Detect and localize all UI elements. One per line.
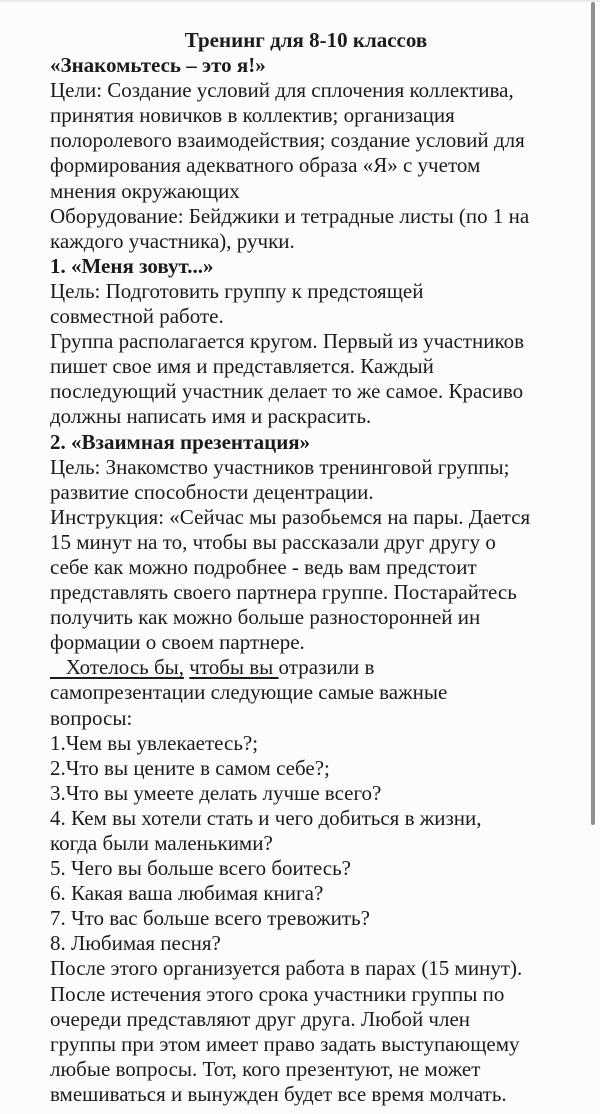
text-span: очереди представляют друг друга. Любой член	[50, 1006, 471, 1031]
text-line	[50, 956, 562, 981]
text-line	[50, 806, 562, 831]
text-line	[50, 480, 562, 505]
text-span: 2. «Взаимная презентация»	[50, 429, 311, 454]
text-span: полоролевого взаимодействия; создание условий для	[50, 128, 525, 153]
scrollbar-thumb[interactable]	[591, 2, 595, 825]
text-span: получить как можно больше разносторонней ин	[50, 605, 481, 630]
text-line	[50, 28, 562, 53]
text-line	[50, 680, 562, 705]
text-span: пишет свое имя и представляется. Каждый	[50, 354, 434, 379]
text-line	[50, 53, 562, 78]
text-line	[50, 254, 562, 279]
text-span: После этого организуется работа в парах (15 минут).	[50, 956, 523, 981]
text-span: себе как можно подробнее - ведь вам предстоит	[50, 554, 477, 579]
text-span: отразили в	[278, 655, 375, 680]
text-line	[50, 655, 562, 680]
text-line	[50, 630, 562, 655]
document-body	[50, 28, 562, 1107]
text-span: Цели: Создание условий для сплочения коллектива,	[50, 78, 514, 103]
text-line	[50, 1057, 562, 1082]
text-span: любые вопросы. Тот, кого презентуют, не может	[50, 1056, 481, 1081]
text-span: Оборудование: Бейджики и тетрадные листы (по 1 на	[50, 203, 530, 228]
text-line	[50, 304, 562, 329]
text-line	[50, 881, 562, 906]
text-line	[50, 1007, 562, 1032]
text-line	[50, 706, 562, 731]
text-line	[50, 982, 562, 1007]
text-line	[50, 781, 562, 806]
text-line	[50, 505, 562, 530]
text-line	[50, 78, 562, 103]
text-line	[50, 329, 562, 354]
text-span: 1. «Меня зовут...»	[50, 253, 214, 278]
text-span: последующий участник делает то же самое. Красиво	[50, 379, 524, 404]
text-line	[50, 404, 562, 429]
text-line	[50, 856, 562, 881]
text-line	[50, 555, 562, 580]
underlined-text: чтобы вы	[189, 655, 279, 680]
text-line	[50, 1032, 562, 1057]
text-span: должны написать имя и раскрасить.	[50, 404, 372, 429]
underlined-text: Хотелось бы,	[50, 655, 185, 680]
text-span: группы при этом имеет право задать выступающему	[50, 1031, 520, 1056]
text-line	[50, 103, 562, 128]
text-span: 1.Чем вы увлекаетесь?;	[50, 730, 259, 755]
text-span: Цель: Подготовить группу к предстоящей	[50, 278, 424, 303]
text-span: После истечения этого срока участники группы по	[50, 981, 505, 1006]
text-span: формации о своем партнере.	[50, 630, 305, 655]
text-line	[50, 731, 562, 756]
text-span: 3.Что вы умеете делать лучше всего?	[50, 780, 382, 805]
text-span: 2.Что вы цените в самом себе?;	[50, 755, 330, 780]
text-span: вопросы:	[50, 705, 133, 730]
text-span: 4. Кем вы хотели стать и чего добиться в жизни,	[50, 805, 482, 830]
text-line	[50, 128, 562, 153]
text-line	[50, 1082, 562, 1107]
text-line	[50, 430, 562, 455]
text-line	[50, 229, 562, 254]
text-span: Инструкция: «Сейчас мы разобьемся на пары. Дается	[50, 504, 531, 529]
text-span: представлять своего партнера группе. Постарайтесь	[50, 580, 517, 605]
text-line	[50, 530, 562, 555]
text-span: Группа располагается кругом. Первый из участников	[50, 329, 525, 354]
text-line	[50, 153, 562, 178]
text-span: самопрезентации следующие самые важные	[50, 680, 448, 705]
text-span: Тренинг для 8-10 классов	[184, 28, 428, 52]
text-span: когда были маленькими?	[50, 831, 273, 855]
text-line	[50, 906, 562, 931]
text-span: 8. Любимая песня?	[50, 931, 221, 956]
text-span: формирования адекватного образа «Я» с учетом	[50, 153, 481, 178]
text-span: развитие способности децентрации.	[50, 479, 374, 504]
text-span: 5. Чего вы больше всего боитесь?	[50, 856, 351, 881]
text-line	[50, 379, 562, 404]
text-span: 15 минут на то, чтобы вы рассказали друг другу о	[50, 529, 496, 554]
text-line	[50, 831, 562, 856]
text-span: вмешиваться и вынужден будет все время молчать.	[50, 1081, 507, 1106]
text-span: «Знакомьтесь – это я!»	[50, 53, 266, 78]
text-span: Цель: Знакомство участников тренинговой группы;	[50, 454, 510, 479]
text-line	[50, 605, 562, 630]
text-span: 6. Какая ваша любимая книга?	[50, 881, 324, 906]
text-line	[50, 279, 562, 304]
text-line	[50, 204, 562, 229]
text-span: 7. Что вас больше всего тревожить?	[50, 906, 370, 931]
text-line	[50, 179, 562, 204]
text-span: совместной работе.	[50, 304, 224, 329]
text-line	[50, 580, 562, 605]
text-span: принятия новичков в коллектив; организация	[50, 103, 455, 128]
text-line	[50, 354, 562, 379]
text-line	[50, 455, 562, 480]
text-line	[50, 756, 562, 781]
text-span: каждого участника), ручки.	[50, 228, 295, 253]
text-line	[50, 931, 562, 956]
text-span: мнения окружающих	[50, 178, 240, 203]
